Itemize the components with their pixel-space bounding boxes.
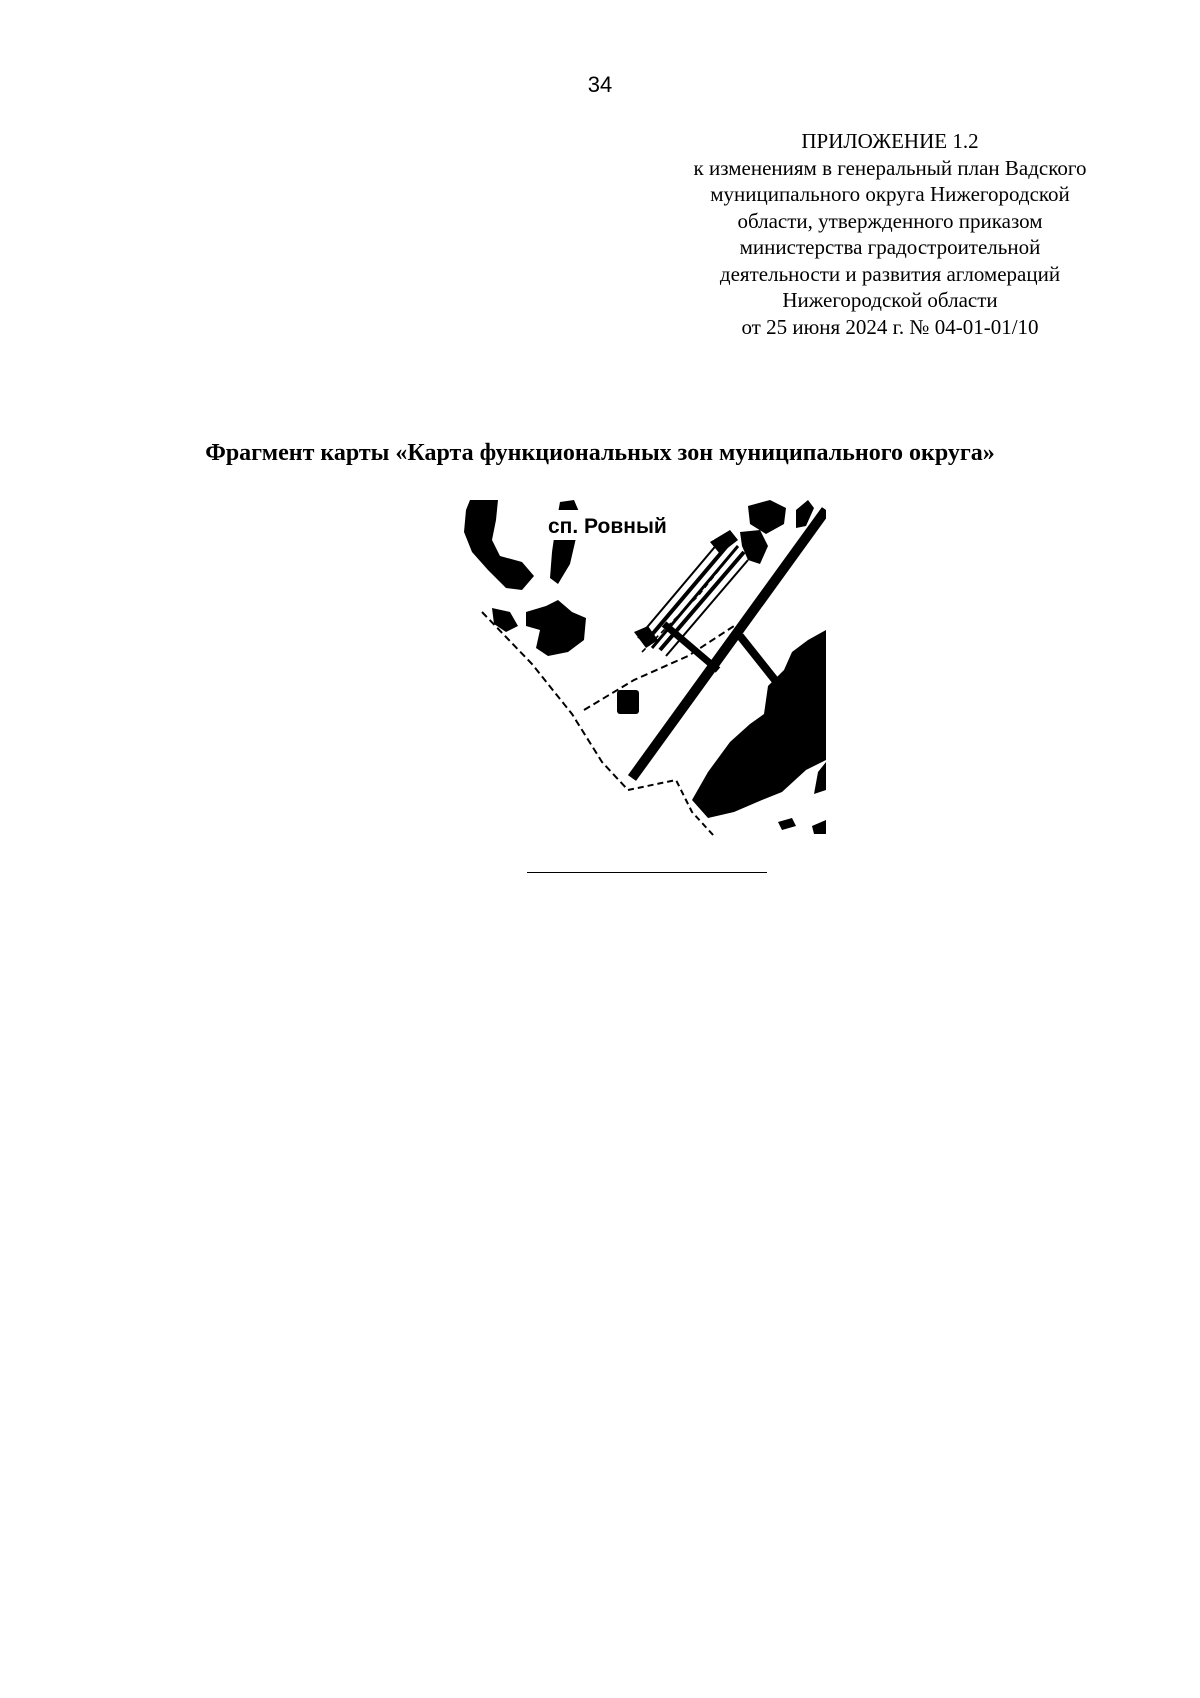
appendix-line: области, утвержденного приказом bbox=[737, 208, 1043, 233]
end-divider bbox=[527, 872, 767, 873]
map-settlement-label: сп. Ровный bbox=[548, 515, 667, 538]
map-image bbox=[462, 500, 826, 840]
appendix-line: министерства градостроительной bbox=[739, 235, 1041, 259]
page-number: 34 bbox=[587, 72, 613, 97]
map-object-marker bbox=[617, 690, 639, 714]
appendix-date-line: от 25 июня 2024 г. № 04-01-01/10 bbox=[741, 314, 1039, 339]
appendix-header bbox=[640, 128, 1140, 340]
appendix-line: к изменениям в генеральный план Вадского bbox=[693, 155, 1087, 180]
appendix-line: муниципального округа Нижегородской bbox=[710, 182, 1070, 206]
map-fragment bbox=[462, 500, 826, 840]
appendix-title: ПРИЛОЖЕНИЕ 1.2 bbox=[801, 129, 979, 153]
appendix-line: Нижегородской области bbox=[782, 288, 998, 312]
map-title: Фрагмент карты «Карта функциональных зон муниципального округа» bbox=[205, 440, 995, 466]
appendix-line: деятельности и развития агломераций bbox=[719, 261, 1061, 286]
